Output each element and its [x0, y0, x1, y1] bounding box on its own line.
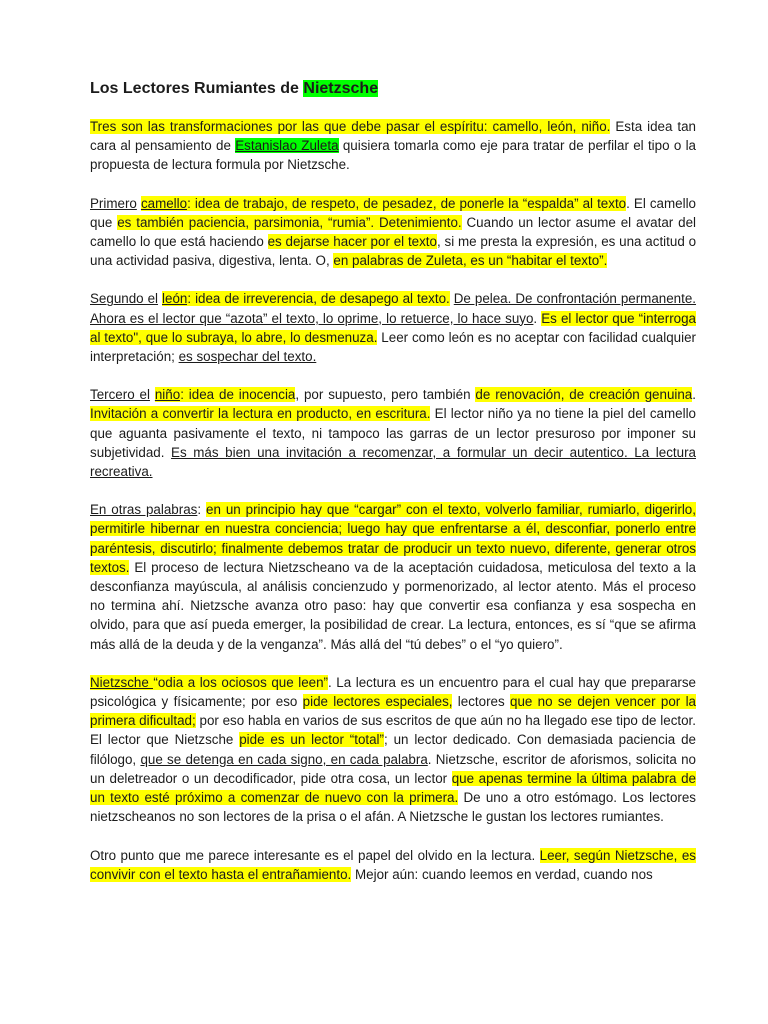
highlighted-text: Es el lector que “interroga al texto", que lo subraya, lo abre, lo desmenuza.: [90, 310, 696, 345]
highlighted-text: en un principio hay que “cargar” con el texto, volverlo familiar, rumiarlo, digerirlo, permitirle hibernar en nuestra conciencia; luego hay que enfrentarse a él, desconfiar, ponerlo entre paréntesis, discutirlo; finalmente debemos tratar de producir un texto nuevo, diferente, generar otros textos.: [90, 502, 696, 575]
text-run: De uno a otro estómago. Los lectores nietzscheanos no son lectores de la prisa o el afán. A Nietzsche le gustan los lectores rumiantes.: [90, 790, 696, 825]
text-run: .: [533, 310, 542, 326]
paragraph: [90, 117, 696, 175]
highlighted-text: que no se dejen vencer por la primera dificultad;: [90, 694, 696, 729]
highlighted-text: : idea de trabajo, de respeto, de pesadez, de ponerle la “espalda” al texto: [187, 195, 627, 211]
highlighted-text: león: [162, 291, 188, 307]
highlighted-text: que apenas termine la última palabra de un texto esté próximo a comenzar de nuevo con la primera.: [90, 770, 696, 806]
highlighted-text: En otras palabras: [90, 502, 198, 518]
document-title: [90, 78, 696, 100]
highlighted-text: Segundo el: [90, 291, 159, 307]
text-run: Mejor aún: cuando leemos en verdad, cuando nos: [351, 866, 653, 882]
text-run: Cuando un lector asume el avatar del camello lo que está haciendo: [90, 214, 696, 250]
text-run: , por supuesto, pero también: [295, 387, 476, 403]
text-run: Esta idea tan cara al pensamiento de: [90, 119, 697, 154]
highlighted-text: Leer, según Nietzsche, es convivir con el texto hasta el entrañamiento.: [90, 847, 696, 882]
highlighted-text: que se detenga en cada signo, en cada palabra: [140, 751, 428, 767]
text-run: . El camello que: [90, 195, 696, 230]
text-run: ; un lector dedicado. Con demasiada paciencia de filólogo,: [90, 732, 696, 767]
highlighted-text: pide es un lector “total”: [239, 732, 384, 748]
highlighted-text: Nietzsche: [90, 674, 154, 690]
highlighted-text: pide lectores especiales,: [302, 694, 453, 710]
text-run: . La lectura es un encuentro para el cual hay que prepararse psicológica y físicamente; por eso: [90, 674, 696, 710]
text-run: . Nietzsche, escritor de aforismos, solicita no un deletreador o un decodificador, pide otra cosa, un lector: [90, 751, 697, 786]
title-text: Los Lectores Rumiantes de: [90, 80, 304, 97]
paragraph: [90, 500, 696, 654]
highlighted-text: Estanislao Zuleta: [235, 138, 339, 154]
text-run: :: [197, 502, 206, 518]
paragraph: [90, 194, 696, 271]
text-run: El proceso de lectura Nietzscheano va de la aceptación cuidadosa, meticulosa del texto a la desconfianza mayúscula, al análisis concienzudo y pormenorizado, al lector atento. Más el proceso no termina ahí. Nietzsche avanza otro paso: hay que convertir esa confianza y esa sospecha en olvido, para que así pueda emerger, la posibilidad de crear. La lectura, entonces, es sí “que se afirma más allá de la deuda y de la venganza”. Más allá del “tú debes” o el “yo quiero”.: [90, 559, 696, 652]
highlighted-text: es también paciencia, parsimonia, “rumia”. Detenimiento.: [117, 214, 462, 230]
highlighted-text: camello: [140, 195, 188, 211]
text-run: .: [692, 387, 696, 403]
highlighted-text: es dejarse hacer por el texto: [267, 234, 437, 250]
highlighted-text: es sospechar del texto.: [178, 349, 317, 365]
text-run: , si me presta la expresión, es una actitud o una actividad pasiva, digestiva, lenta. O,: [90, 234, 697, 269]
text-run: quisiera tomarla como eje para tratar de perfilar el tipo o la propuesta de lectura formula por Nietzsche.: [90, 138, 696, 173]
text-run: Otro punto que me parece interesante es el papel del olvido en la lectura.: [90, 847, 540, 863]
highlighted-text: Primero: [90, 195, 137, 211]
paragraph: [90, 673, 696, 827]
paragraph: [90, 289, 696, 366]
highlighted-text: Ahora es el lector que “azota” el texto, lo oprime, lo retuerce, lo hace suyo: [90, 310, 534, 326]
text-run: por eso habla en varios de sus escritos de que aún no ha llegado ese tipo de lector. El lector que Nietzsche: [90, 713, 696, 748]
document-body: [90, 117, 696, 884]
highlighted-text: Invitación a convertir la lectura en producto, en escritura.: [90, 406, 431, 422]
highlighted-text: Es más bien una invitación a recomenzar, a formular un decir autentico. La lectura recreativa.: [90, 444, 696, 480]
highlighted-text: : idea de irreverencia, de desapego al texto.: [187, 291, 450, 307]
highlighted-text: niño: [154, 387, 181, 403]
highlighted-text: Tres son las transformaciones por las que debe pasar el espíritu: camello, león, niño.: [90, 119, 611, 134]
highlighted-text: Tercero el: [90, 387, 150, 403]
paragraph: [90, 846, 696, 884]
highlighted-text: en palabras de Zuleta, es un “habitar el texto”.: [333, 253, 608, 269]
text-run: lectores: [452, 694, 510, 710]
text-run: Leer como león es no aceptar con facilidad cualquier interpretación;: [90, 329, 696, 365]
title-name-highlight: Nietzsche: [303, 80, 379, 97]
highlighted-text: “odia a los ociosos que leen”: [153, 674, 328, 690]
highlighted-text: de renovación, de creación genuina: [475, 387, 693, 403]
highlighted-text: De pelea. De confrontación permanente.: [453, 291, 697, 307]
highlighted-text: : idea de inocencia: [180, 387, 296, 403]
paragraph: [90, 385, 696, 481]
text-run: El lector niño ya no tiene la piel del camello que aguanta pasivamente el texto, ni tampoco las garras de un lector presuroso por imponer su subjetividad.: [90, 406, 696, 460]
